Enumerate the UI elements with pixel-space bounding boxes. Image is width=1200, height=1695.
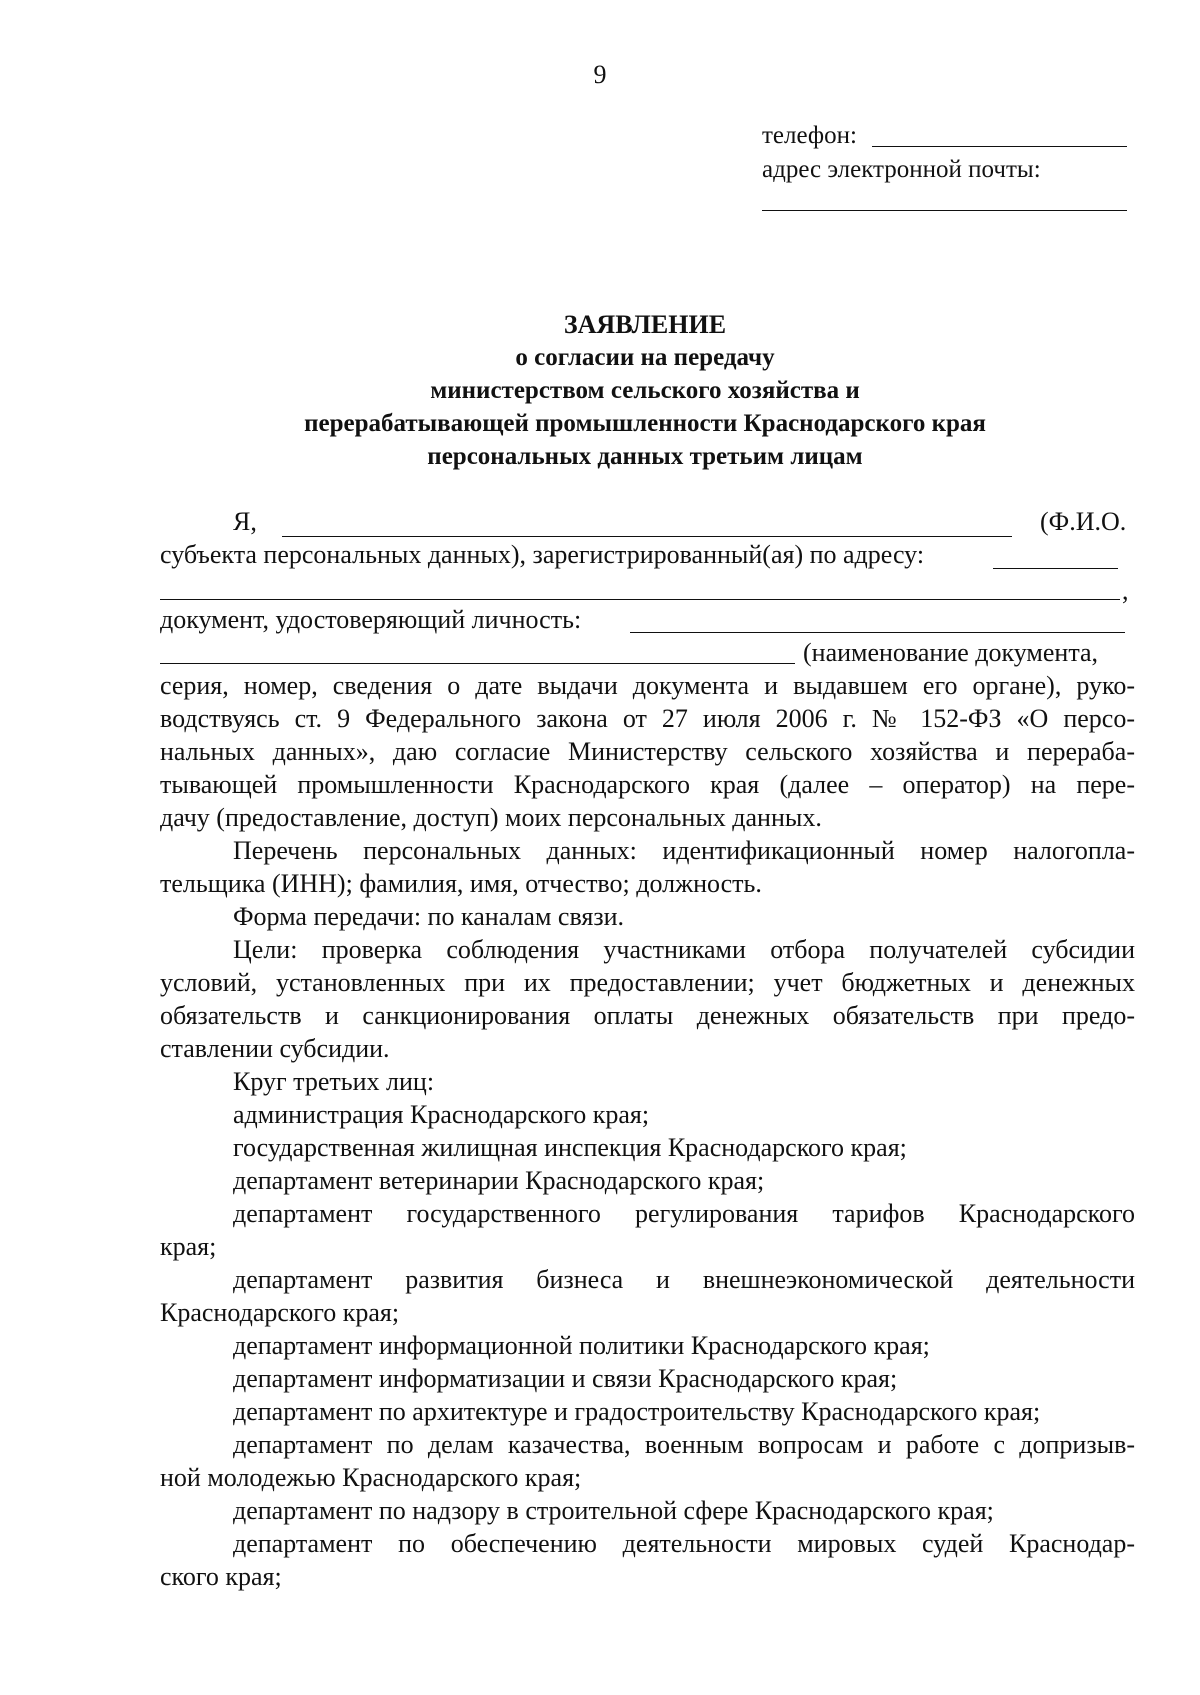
body-line: тельщика (ИНН); фамилия, имя, отчество; должность. [160, 869, 762, 898]
title-main: ЗАЯВЛЕНИЕ [563, 310, 727, 339]
address-comma: , [1122, 576, 1129, 605]
title-line-3: перерабатывающей промышленности Краснодарского края [304, 410, 986, 437]
list-item: департамент информатизации и связи Краснодарского края; [233, 1364, 898, 1393]
body-line: водствуясь ст. 9 Федерального закона от 27 июля 2006 г. № 152-ФЗ «О персо- [160, 704, 1135, 733]
email-field[interactable] [762, 210, 1127, 211]
phone-field[interactable] [872, 146, 1127, 147]
body-line: обязательств и санкционирования оплаты денежных обязательств при предо- [160, 1001, 1135, 1030]
email-label: адрес электронной почты: [762, 156, 1041, 183]
fio-hint: (Ф.И.О. [1040, 507, 1127, 536]
body-line: ставлении субсидии. [160, 1034, 390, 1063]
body-line: условий, установленных при их предоставлении; учет бюджетных и денежных [160, 968, 1135, 997]
title-line-2: министерством сельского хозяйства и [430, 377, 860, 404]
body-line: Перечень персональных данных: идентификационный номер налогопла- [233, 836, 1135, 865]
list-item: департамент развития бизнеса и внешнеэкономической деятельности [233, 1265, 1135, 1294]
list-item: департамент ветеринарии Краснодарского края; [233, 1166, 765, 1195]
title-line-4: персональных данных третьим лицам [427, 443, 863, 470]
body-line: Цели: проверка соблюдения участниками отбора получателей субсидии [233, 935, 1135, 964]
list-item: департамент по надзору в строительной сфере Краснодарского края; [233, 1496, 994, 1525]
body-line: дачу (предоставление, доступ) моих персональных данных. [160, 803, 822, 832]
list-item-continuation: ной молодежью Краснодарского края; [160, 1463, 582, 1492]
list-item-continuation: ского края; [160, 1562, 282, 1591]
document-label: документ, удостоверяющий личность: [160, 605, 582, 634]
list-item: департамент государственного регулирования тарифов Краснодарского [233, 1199, 1135, 1228]
title-line-1: о согласии на передачу [515, 344, 775, 371]
document-field[interactable] [630, 632, 1125, 633]
ya-label: Я, [233, 507, 257, 536]
list-item-continuation: края; [160, 1232, 217, 1261]
list-item: департамент по делам казачества, военным вопросам и работе с допризыв- [233, 1430, 1135, 1459]
document-name-hint: (наименование документа, [803, 638, 1099, 667]
list-item: государственная жилищная инспекция Краснодарского края; [233, 1133, 907, 1162]
body-line: серия, номер, сведения о дате выдачи документа и выдавшем его органе), руко- [160, 671, 1135, 700]
phone-label: телефон: [762, 122, 857, 149]
document-name-field[interactable] [160, 663, 795, 664]
list-item: департамент по архитектуре и градостроительству Краснодарского края; [233, 1397, 1041, 1426]
list-item: администрация Краснодарского края; [233, 1100, 650, 1129]
body-line: нальных данных», даю согласие Министерству сельского хозяйства и перераба- [160, 737, 1135, 766]
address-field-line-2[interactable] [160, 599, 1120, 600]
third-parties-heading: Круг третьих лиц: [233, 1067, 435, 1096]
body-line: тывающей промышленности Краснодарского края (далее – оператор) на пере- [160, 770, 1135, 799]
address-field[interactable] [993, 568, 1118, 569]
document-title [0, 308, 1200, 473]
list-item-continuation: Краснодарского края; [160, 1298, 400, 1327]
address-label: субъекта персональных данных), зарегистрированный(ая) по адресу: [160, 540, 925, 569]
list-item: департамент по обеспечению деятельности мировых судей Краснодар- [233, 1529, 1135, 1558]
body-line: Форма передачи: по каналам связи. [233, 902, 625, 931]
list-item: департамент информационной политики Краснодарского края; [233, 1331, 930, 1360]
page-number: 9 [593, 60, 607, 89]
fio-field[interactable] [282, 536, 1012, 537]
